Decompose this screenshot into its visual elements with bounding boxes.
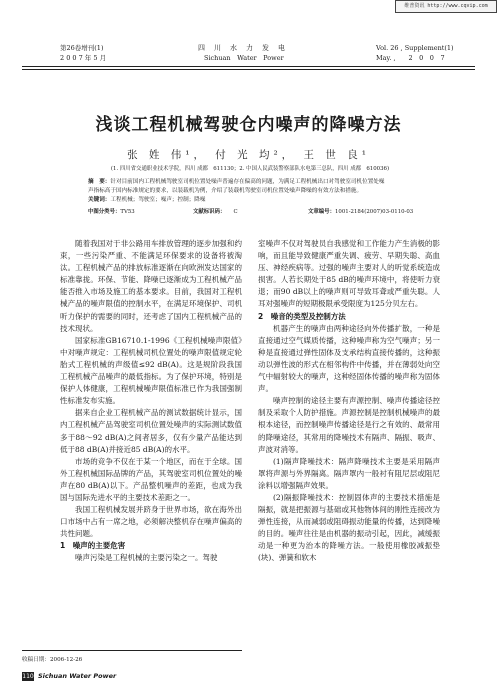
article-no-value: 1001-2184(2007)03-0110-03 [334, 209, 414, 215]
left-paragraph: 随着我国对于非公路用车排放管理的逐步加强和约束，一些污染严重、不能满足环保要求的设备将被淘汰。工程机械产品的排放标准逐渐在向欧洲发达国家的标准靠拢。环保、节能、降噪已逐渐成为工程机械产品能否推入市场及施工的基本要求。目前，我国对工程机械产品的噪声限值的控制水平，在满足环境保护、司机听力保护的需要的同时，还考虑了国内工程机械产品的技术现状。 [60, 239, 242, 333]
doc-code-label: 文献标识码： [193, 209, 223, 215]
header-rule [22, 66, 475, 67]
clc-value: TV53 [120, 209, 135, 215]
left-paragraph: 噪声污染是工程机械的主要污染之一。驾驶 [75, 553, 218, 563]
header-volume-en: Vol. 26 , Supplement(1) [376, 44, 454, 52]
footnote-rule [22, 650, 242, 651]
left-paragraph: 据来自企业工程机械产品的测试数据统计显示，国内工程机械产品驾驶室司机位置处噪声的实际测试数值多于88～92 dB(A)之间者居多，仅有少量产品能达到低于88 dB(A)并接近85 dB(A)的水平。 [60, 408, 242, 454]
abstract-line-1: 针对目前国内工程机械驾驶室司机位置处噪声普遍存在偏高的问题，为满足工程机械出口对驾驶室司机位置处噪 [110, 179, 385, 185]
article-authors: 张 姓 伟¹， 付 光 均²， 王 世 良¹ [127, 149, 370, 161]
keywords-label: 关键词： [88, 197, 111, 203]
abstract [88, 178, 438, 205]
right-paragraph: 噪声控制的途径主要有声源控制、噪声传播途径控制及采取个人防护措施。声源控制是控制机械噪声的最根本途径，而控制噪声传播途径是行之有效的、最常用的降噪途径，其常用的降噪技术有隔声、隔振、吸声、声波对消等。 [258, 396, 440, 454]
page-number: 110 [22, 673, 34, 680]
left-paragraph: 市场的竞争不仅在于某一个地区，而在于全球。国外工程机械国际品牌的产品，其驾驶室司机位置处的噪声在80 dB(A)以下。产品整机噪声的差距，也成为我国与国际先进水平的主要技术差距之一。 [60, 456, 242, 502]
left-paragraph: 国家标准GB16710.1-1996《工程机械噪声限值》中对噪声规定：工程机械司机位置处的噪声限值规定轮胎式工程机械的声级值≤92 dB(A)。这是规阶段我国工程机械产品噪声的最低指标。为了保护环境，特别是保护人体健康，工程机械噪声限值标准已作为我国强制性标准发布实施。 [60, 335, 242, 406]
doc-code-value: C [233, 209, 238, 215]
article-affiliation: (1. 四川省交通职业技术学院，四川 成都 611130；2. 中国人民武装警察部队水电第三总队，四川 成都 610036) [110, 166, 390, 172]
article-title: 浅谈工程机械驾驶仓内噪声的降噪方法 [95, 115, 402, 135]
header-date-en: May. , 2 0 0 7 [376, 54, 445, 62]
right-paragraph: 机器产生的噪声由两种途径向外传播扩散，一种是直接通过空气媒质传播，这种噪声称为空气噪声；另一种是直接通过弹性固体及支承结构直接传播的，这种振动以弹性波的形式在相邻构件中传播，并在薄弱处向空气中辐射较大的噪声，这种经固体传播的噪声称为固体声。 [258, 323, 440, 394]
abstract-label: 摘 要： [88, 179, 111, 185]
keywords: 工程机械；驾驶室；噪声；控制；降噪 [110, 197, 206, 203]
right-paragraph: (2)隔振降噪技术：控制固体声的主要技术措施是隔振，就是把振源与基础或其他物体间的刚性连接改为弹性连接，从而减弱或阻碍振动能量的传播，达到降噪的目的。噪声往往是由机器的振动引起，因此，减缓振动是一种更为治本的降噪方法。一般使用橡胶减振垫(块)、弹簧和软木 [258, 492, 440, 563]
header-journal-cn: 四 川 水 力 发 电 [198, 44, 286, 52]
header-journal-en: Sichuan Water Power [204, 54, 284, 62]
watermark: 维普资讯 http://www.cqvip.com [395, 0, 497, 13]
received-date: 收稿日期：2006-12-26 [22, 657, 83, 663]
left-paragraph: 我国工程机械发展并跻身于世界市场，欲在海外出口市场中占有一席之地，必须解决整机存在噪声偏高的共性问题。 [60, 505, 242, 539]
clc-label: 中图分类号： [88, 209, 121, 215]
right-paragraph: (1)隔声降噪技术：隔声降噪技术主要是采用隔声罩将声源与外界隔离。隔声罩内一般衬有阻尼层或阻尼涂料以增强隔声效果。 [258, 456, 440, 490]
body-right-column [258, 238, 440, 565]
header-date-cn: 2 0 0 7 年 5 月 [60, 54, 107, 62]
right-paragraph: 室噪声不仅对驾驶员自我感觉和工作能力产生消极的影响，而且能导致健康严重失调、疲劳、早期失聪、高血压、神经疾病等。过强的噪声主要对人的听觉系统造成损害。人若长期处于85 dB的噪声环境中，将使听力衰退；而90 dB以上的噪声则可导致耳聋或严重失聪。人耳对强噪声的短期极限承受限度为125分贝左右。 [258, 239, 440, 309]
body-left-column [60, 238, 242, 565]
right-section-heading: 2 噪音的类型及控制方法 [258, 311, 346, 321]
left-section-heading: 1 噪声的主要危害 [60, 541, 126, 551]
abstract-line-2: 声指标高于国内标准规定的要求，以装载机为例，介绍了装载机驾驶室司机位置处噪声降噪的有效方法和措施。 [88, 188, 363, 194]
header-rule-thin [22, 69, 475, 70]
footer-journal-name: Sichuan Water Power [38, 672, 117, 680]
article-no-label: 文章编号： [308, 209, 335, 215]
header-volume-cn: 第26卷增刊(1) [60, 44, 104, 52]
